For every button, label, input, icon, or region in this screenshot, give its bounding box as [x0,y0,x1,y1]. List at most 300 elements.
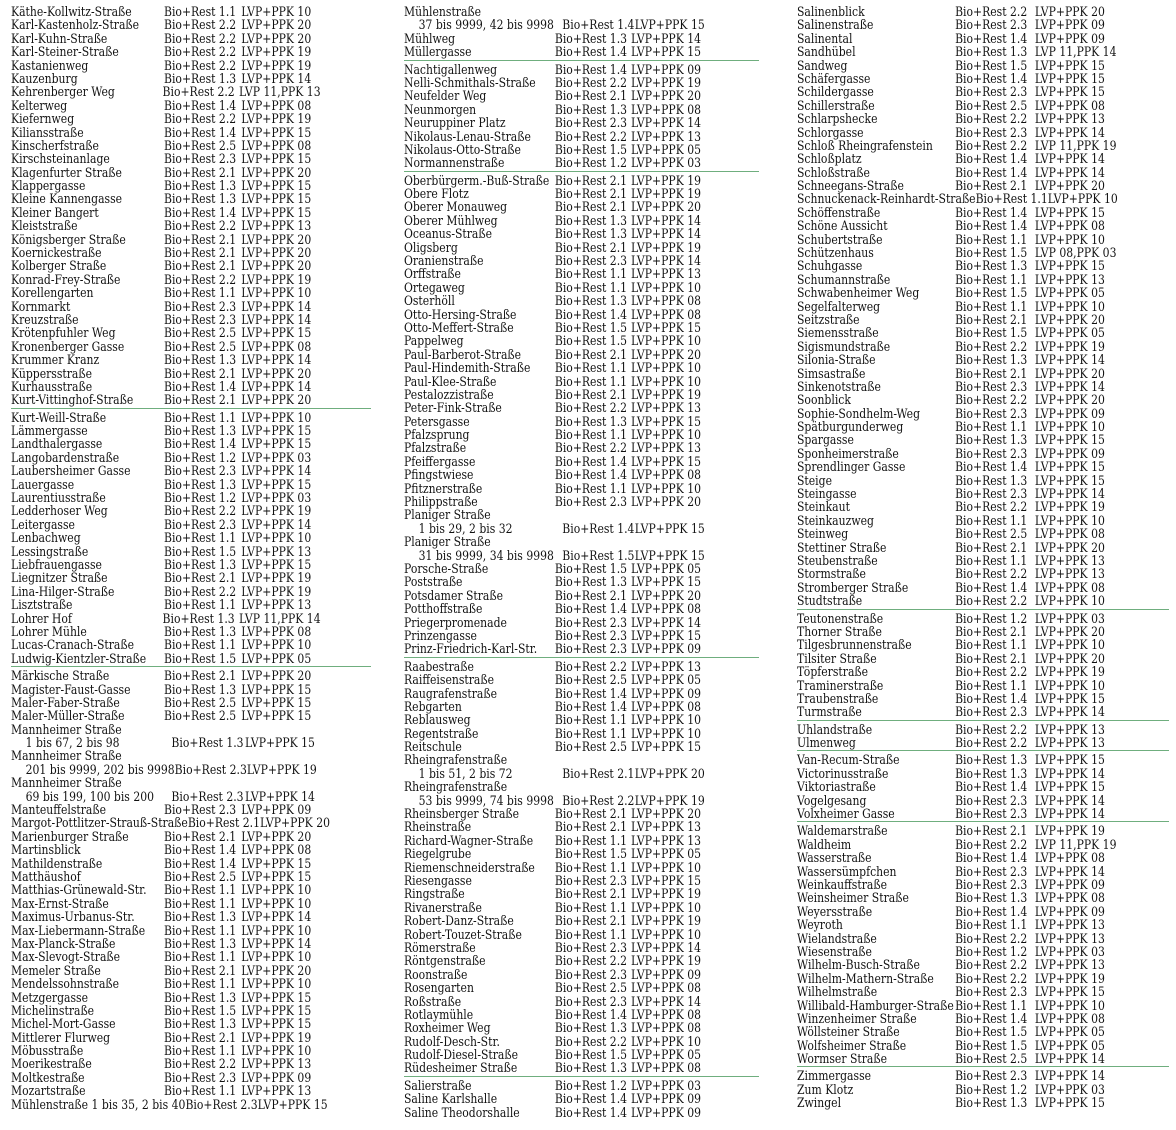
street-range-row [11,763,321,776]
street-name: 53 bis 9999, 74 bis 9998 [418,792,554,808]
street-name: Schuhgasse [797,258,863,274]
street-row [11,910,321,923]
bio-rest-schedule: Bio+Rest 1.4 [554,1006,628,1022]
lvp-ppk-schedule: LVP+PPK 10 [1034,593,1105,609]
lvp-ppk-schedule: LVP+PPK 19 [631,186,702,202]
street-row [797,851,1117,864]
lvp-ppk-schedule: LVP+PPK 15 [241,436,312,452]
lvp-ppk-schedule: LVP+PPK 19 [241,57,312,73]
street-name: Porsche-Straße [404,561,489,576]
bio-rest-schedule: Bio+Rest 2.1 [554,199,628,215]
lvp-ppk-schedule: LVP+PPK 14 [1034,151,1105,167]
street-name: Weyersstraße [797,903,873,919]
lvp-ppk-schedule: LVP+PPK 20 [1034,311,1105,327]
street-row [797,932,1117,945]
street-name: Saline Karlshalle [404,1091,498,1107]
lvp-ppk-schedule: LVP+PPK 13 [1034,271,1105,287]
letter-divider [797,750,1169,751]
lvp-ppk-schedule: LVP+PPK 20 [631,806,702,822]
bio-rest-schedule: Bio+Rest 2.2 [163,271,237,287]
lvp-ppk-schedule: LVP+PPK 15 [241,708,312,724]
bio-rest-schedule: Bio+Rest 1.3 [163,476,237,492]
lvp-ppk-schedule: LVP+PPK 08 [631,601,702,617]
bio-rest-schedule: Bio+Rest 2.2 [955,111,1028,127]
street-name: 1 bis 51, 2 bis 72 [418,765,513,781]
bio-rest-schedule: Bio+Rest 1.3 [955,352,1028,368]
street-name: Siemensstraße [797,325,879,341]
bio-rest-schedule: Bio+Rest 2.2 [562,792,635,808]
street-row [404,847,709,860]
street-row [11,451,321,464]
street-name: Oranienstraße [404,253,484,269]
lvp-ppk-schedule: LVP+PPK 19 [634,792,705,808]
street-row [11,977,321,990]
street-row [11,393,321,406]
lvp-ppk-schedule: LVP+PPK 03 [1034,1081,1105,1097]
bio-rest-schedule: Bio+Rest 2.2 [554,953,628,969]
street-row [797,273,1117,286]
lvp-ppk-schedule: LVP+PPK 15 [241,557,312,572]
street-name: Rheingrafenstraße [404,752,508,768]
bio-rest-schedule: Bio+Rest 2.3 [163,311,237,327]
bio-rest-schedule: Bio+Rest 2.3 [163,298,237,314]
lvp-ppk-schedule: LVP+PPK 14 [631,226,702,242]
street-row [404,820,709,833]
street-name: Margot-Pottlitzer-Strauß-Straße [11,815,188,831]
lvp-ppk-schedule: LVP+PPK 20 [631,587,702,603]
street-name: Roxheimer Weg [404,1020,491,1036]
street-row [404,455,709,468]
lvp-ppk-schedule: LVP+PPK 14 [244,788,315,804]
street-row [797,393,1117,406]
bio-rest-schedule: Bio+Rest 2.3 [955,876,1028,892]
street-name: Kelterweg [11,97,68,113]
street-row [404,602,709,615]
letter-divider [11,408,371,409]
street-name: Normannenstraße [404,155,505,171]
bio-rest-schedule: Bio+Rest 2.3 [955,84,1028,100]
letter-divider [11,666,371,667]
lvp-ppk-schedule: LVP+PPK 05 [631,672,702,688]
bio-rest-schedule: Bio+Rest 2.1 [955,365,1028,381]
street-name: Spätburgunderweg [797,419,904,435]
lvp-ppk-schedule: LVP+PPK 19 [631,74,702,90]
lvp-ppk-schedule: LVP+PPK 09 [241,802,312,818]
bio-rest-schedule: Bio+Rest 1.5 [955,57,1028,73]
lvp-ppk-schedule: LVP+PPK 20 [241,828,312,844]
street-row [11,99,321,112]
lvp-ppk-schedule: LVP+PPK 05 [1034,1037,1105,1053]
street-row [11,438,321,451]
bio-rest-schedule: Bio+Rest 2.1 [955,178,1028,194]
lvp-ppk-schedule: LVP+PPK 13 [241,1083,312,1099]
lvp-ppk-schedule: LVP+PPK 19 [631,239,702,255]
street-row [11,776,321,789]
bio-rest-schedule: Bio+Rest 2.3 [955,704,1028,720]
street-name: Pfingstwiese [404,467,474,483]
street-row [11,625,321,638]
bio-rest-schedule: Bio+Rest 2.3 [554,115,628,131]
street-name: Kurhausstraße [11,378,93,394]
street-name: Reblausweg [404,712,471,728]
street-name: Neunmorgen [404,101,477,117]
street-name: Pfeiffergasse [404,453,476,469]
street-row [797,1039,1117,1052]
street-row [11,669,321,682]
bio-rest-schedule: Bio+Rest 2.1 [163,245,237,261]
lvp-ppk-schedule: LVP+PPK 08 [241,623,312,639]
bio-rest-schedule: Bio+Rest 2.2 [163,44,237,60]
street-row [404,589,709,602]
street-name: Weinkauffstraße [797,876,887,892]
lvp-ppk-schedule: LVP 08,PPK 03 [1034,245,1117,261]
street-row [797,1096,1117,1109]
bio-rest-schedule: Bio+Rest 2.3 [554,627,628,643]
street-name: Schildergasse [797,84,874,100]
lvp-ppk-schedule: LVP+PPK 13 [241,597,312,613]
bio-rest-schedule: Bio+Rest 2.3 [955,17,1028,33]
street-name: Peter-Fink-Straße [404,400,502,416]
street-row [404,928,709,941]
street-name: Stormstraße [797,566,866,582]
bio-rest-schedule: Bio+Rest 2.1 [163,365,237,381]
lvp-ppk-schedule: LVP+PPK 10 [1034,512,1105,528]
bio-rest-schedule: Bio+Rest 2.3 [955,445,1028,461]
street-name: Michelinstraße [11,1002,95,1018]
bio-rest-schedule: Bio+Rest 1.1 [554,266,628,282]
bio-rest-schedule: Bio+Rest 2.5 [554,739,628,755]
bio-rest-schedule: Bio+Rest 2.1 [955,311,1028,327]
lvp-ppk-schedule: LVP+PPK 20 [1034,650,1105,666]
lvp-ppk-schedule: LVP+PPK 20 [241,668,312,684]
street-row [404,415,709,428]
street-row [404,660,709,673]
bio-rest-schedule: Bio+Rest 1.4 [163,97,237,113]
lvp-ppk-schedule: LVP+PPK 08 [631,698,702,714]
lvp-ppk-schedule: LVP+PPK 13 [1034,111,1105,127]
street-name: Poststraße [404,574,463,590]
lvp-ppk-schedule: LVP+PPK 09 [631,685,702,701]
street-name: Wassersümpfchen [797,863,897,879]
bio-rest-schedule: Bio+Rest 1.3 [955,472,1028,488]
bio-rest-schedule: Bio+Rest 1.3 [554,293,628,309]
bio-rest-schedule: Bio+Rest 1.1 [554,725,628,741]
street-name: Planiger Straße [404,534,491,550]
street-name: Pfitznerstraße [404,480,483,496]
street-row [11,924,321,937]
street-name: Rheinstraße [404,819,472,835]
bio-rest-schedule: Bio+Rest 2.2 [162,84,235,100]
lvp-ppk-schedule: LVP+PPK 19 [631,953,702,969]
street-name: Weinsheimer Straße [797,890,909,906]
bio-rest-schedule: Bio+Rest 1.4 [554,685,628,701]
street-name: Leitergasse [11,516,75,532]
street-name: Nikolaus-Otto-Straße [404,141,521,157]
street-name: Neufelder Weg [404,88,487,104]
street-name: Kolberger Straße [11,258,107,274]
street-row [797,581,1117,594]
lvp-ppk-schedule: LVP+PPK 15 [631,574,702,590]
street-row [797,500,1117,513]
bio-rest-schedule: Bio+Rest 2.2 [163,30,237,46]
lvp-ppk-schedule: LVP+PPK 14 [241,909,312,925]
lvp-ppk-schedule: LVP+PPK 10 [631,360,702,376]
street-row [404,281,709,294]
bio-rest-schedule: Bio+Rest 1.4 [554,467,628,483]
lvp-ppk-schedule: LVP+PPK 14 [241,463,312,479]
street-row [797,259,1117,272]
street-name: Mannheimer Straße [11,775,122,791]
street-row [404,753,709,766]
street-name: Lämmergasse [11,423,88,439]
street-name: Manteuffelstraße [11,802,107,818]
street-row [797,286,1117,299]
lvp-ppk-schedule: LVP+PPK 15 [1034,690,1105,706]
bio-rest-schedule: Bio+Rest 2.2 [554,128,628,144]
lvp-ppk-schedule: LVP+PPK 13 [1034,553,1105,568]
street-name: Metzgergasse [11,989,88,1005]
street-name: Steige [797,472,832,488]
street-name: Reitschule [404,739,462,755]
street-row [11,139,321,152]
street-name: 1 bis 67, 2 bis 98 [25,735,120,751]
street-name: Königsberger Straße [11,231,126,247]
lvp-ppk-schedule: LVP+PPK 08 [1034,850,1105,866]
street-name: Mozartstraße [11,1083,86,1099]
letter-divider [404,60,759,61]
bio-rest-schedule: Bio+Rest 2.1 [163,392,237,408]
bio-rest-schedule: Bio+Rest 1.2 [554,155,628,171]
street-name: Steinweg [797,526,849,542]
street-row [11,491,321,504]
bio-rest-schedule: Bio+Rest 1.3 [163,70,237,86]
street-name: Zwingel [797,1095,842,1111]
street-range-row [404,18,709,31]
lvp-ppk-schedule: LVP+PPK 19 [241,583,312,599]
bio-rest-schedule: Bio+Rest 2.2 [163,111,237,127]
street-name: Martinsblick [11,842,81,858]
street-row [797,838,1117,851]
street-name: Schwabenheimer Weg [797,285,920,301]
street-name: Karl-Steiner-Straße [11,44,119,60]
street-name: Riesengasse [404,872,472,888]
street-row [404,130,709,143]
lvp-ppk-schedule: LVP+PPK 13 [631,832,702,848]
street-row [404,294,709,307]
lvp-ppk-schedule: LVP+PPK 15 [1034,70,1105,86]
lvp-ppk-schedule: LVP+PPK 15 [1034,472,1105,488]
street-row [404,968,709,981]
street-row [797,474,1117,487]
street-name: Sophie-Sondhelm-Weg [797,405,921,421]
bio-rest-schedule: Bio+Rest 2.1 [554,239,628,255]
street-column-3 [797,5,1169,1110]
street-row [11,478,321,491]
street-name: Mittlerer Flurweg [11,1029,111,1045]
bio-rest-schedule: Bio+Rest 2.3 [163,516,237,532]
street-row [797,1083,1117,1096]
street-row [404,673,709,686]
bio-rest-schedule: Bio+Rest 1.3 [955,432,1028,448]
bio-rest-schedule: Bio+Rest 2.1 [163,668,237,684]
bio-rest-schedule: Bio+Rest 2.2 [955,836,1028,852]
bio-rest-schedule: Bio+Rest 1.4 [554,44,628,60]
street-row [404,321,709,334]
bio-rest-schedule: Bio+Rest 1.1 [955,997,1028,1013]
street-row [404,1035,709,1048]
lvp-ppk-schedule: LVP+PPK 05 [631,141,702,157]
street-name: Wasserstraße [797,850,872,866]
bio-rest-schedule: Bio+Rest 2.1 [163,231,237,247]
bio-rest-schedule: Bio+Rest 2.3 [554,614,628,630]
street-name: Klagenfurter Straße [11,164,122,180]
street-name: Landthalergasse [11,436,103,452]
lvp-ppk-schedule: LVP+PPK 14 [241,311,312,327]
lvp-ppk-schedule: LVP+PPK 15 [244,735,315,751]
street-row [11,273,321,286]
bio-rest-schedule: Bio+Rest 2.3 [955,378,1028,394]
street-row [797,300,1117,313]
lvp-ppk-schedule: LVP+PPK 14 [1034,352,1105,368]
lvp-ppk-schedule: LVP+PPK 10 [241,1043,312,1059]
street-name: Karl-Kastenholz-Straße [11,17,140,33]
street-row [11,464,321,477]
lvp-ppk-schedule: LVP+PPK 15 [241,1016,312,1032]
lvp-ppk-schedule: LVP+PPK 20 [241,231,312,247]
street-name: Küppersstraße [11,365,93,381]
bio-rest-schedule: Bio+Rest 1.4 [554,61,628,77]
street-row [797,367,1117,380]
bio-rest-schedule: Bio+Rest 1.3 [955,890,1028,906]
street-row [797,652,1117,665]
lvp-ppk-schedule: LVP+PPK 14 [631,30,702,46]
street-name: Schloßplatz [797,151,862,167]
street-row [404,874,709,887]
street-row [404,214,709,227]
bio-rest-schedule: Bio+Rest 1.5 [554,333,628,349]
street-name: Raiffeisenstraße [404,672,495,688]
lvp-ppk-schedule: LVP+PPK 19 [1034,338,1105,354]
street-row [11,206,321,219]
street-name: Zum Klotz [797,1081,854,1097]
lvp-ppk-schedule: LVP+PPK 15 [634,520,705,536]
street-name: Lisztstraße [11,597,73,613]
street-row [404,700,709,713]
lvp-ppk-schedule: LVP+PPK 15 [241,124,312,140]
bio-rest-schedule: Bio+Rest 1.2 [955,610,1028,626]
street-name: Schubertstraße [797,231,883,247]
bio-rest-schedule: Bio+Rest 1.3 [554,101,628,117]
bio-rest-schedule: Bio+Rest 1.4 [562,17,635,33]
street-row [11,300,321,313]
street-name: Lucas-Cranach-Straße [11,637,135,653]
street-name: Stromberger Straße [797,579,909,595]
lvp-ppk-schedule: LVP+PPK 19 [631,172,702,188]
lvp-ppk-schedule: LVP+PPK 15 [241,476,312,492]
bio-rest-schedule: Bio+Rest 1.1 [163,949,237,965]
street-name: Schillerstraße [797,97,875,113]
bio-rest-schedule: Bio+Rest 1.4 [554,698,628,714]
street-row [11,72,321,85]
street-name: Oligsberg [404,239,458,255]
lvp-ppk-schedule: LVP+PPK 14 [241,378,312,394]
street-row [11,112,321,125]
street-row [797,594,1117,607]
street-row [797,407,1117,420]
street-row [797,246,1117,259]
street-name: Wöllsteiner Straße [797,1024,900,1040]
street-row [11,749,321,762]
bio-rest-schedule: Bio+Rest 2.1 [163,258,237,274]
bio-rest-schedule: Bio+Rest 1.4 [163,204,237,220]
street-name: Kurt-Weill-Straße [11,409,107,425]
street-name: Korellengarten [11,285,94,301]
street-name: Mühlenstraße 1 bis 35, 2 bis 40 [11,1096,186,1112]
street-name: Memeler Straße [11,962,101,978]
bio-rest-schedule: Bio+Rest 1.5 [554,319,628,335]
street-name: Nelli-Schmithals-Straße [404,74,536,90]
lvp-ppk-schedule: LVP+PPK 15 [634,17,705,33]
street-range-row [404,549,709,562]
lvp-ppk-schedule: LVP+PPK 14 [1034,765,1105,781]
street-row [404,1106,709,1119]
lvp-ppk-schedule: LVP+PPK 14 [1034,124,1105,140]
street-name: Max-Liebermann-Straße [11,922,146,938]
bio-rest-schedule: Bio+Rest 2.1 [554,346,628,362]
lvp-ppk-schedule: LVP+PPK 15 [241,1002,312,1018]
street-row [797,567,1117,580]
bio-rest-schedule: Bio+Rest 1.1 [163,409,237,425]
street-row [797,233,1117,246]
street-row [11,5,321,18]
lvp-ppk-schedule: LVP+PPK 09 [1034,445,1105,461]
bio-rest-schedule: Bio+Rest 1.5 [554,141,628,157]
street-name: Stettiner Straße [797,539,887,555]
bio-rest-schedule: Bio+Rest 2.2 [554,74,628,90]
street-row [797,905,1117,918]
street-row [404,834,709,847]
street-row [797,972,1117,985]
lvp-ppk-schedule: LVP+PPK 14 [1034,704,1105,720]
street-name: Schloß Rheingrafenstein [797,137,933,153]
street-row [11,843,321,856]
street-row [404,887,709,900]
bio-rest-schedule: Bio+Rest 1.1 [163,530,237,546]
street-row [404,535,709,548]
street-row [797,85,1117,98]
street-name: Weyroth [797,917,843,933]
street-name: Simsastraße [797,365,866,381]
street-name: Rheinsberger Straße [404,806,520,822]
lvp-ppk-schedule: LVP+PPK 09 [631,966,702,982]
street-row [11,815,330,831]
lvp-ppk-schedule: LVP+PPK 09 [241,1069,312,1085]
street-row [404,428,709,441]
lvp-ppk-schedule: LVP+PPK 19 [1034,499,1105,515]
street-row [797,1069,1117,1082]
street-row [797,45,1117,58]
street-row [11,1084,321,1097]
lvp-ppk-schedule: LVP+PPK 14 [1034,164,1105,180]
lvp-ppk-schedule: LVP+PPK 20 [631,199,702,215]
bio-rest-schedule: Bio+Rest 1.1 [163,3,237,19]
lvp-ppk-schedule: LVP+PPK 20 [631,88,702,104]
bio-rest-schedule: Bio+Rest 2.2 [163,17,237,33]
street-name: Lessingstraße [11,543,89,559]
lvp-ppk-schedule: LVP+PPK 14 [1034,863,1105,879]
street-name: Lenbachweg [11,530,81,546]
lvp-ppk-schedule: LVP+PPK 19 [241,570,312,586]
